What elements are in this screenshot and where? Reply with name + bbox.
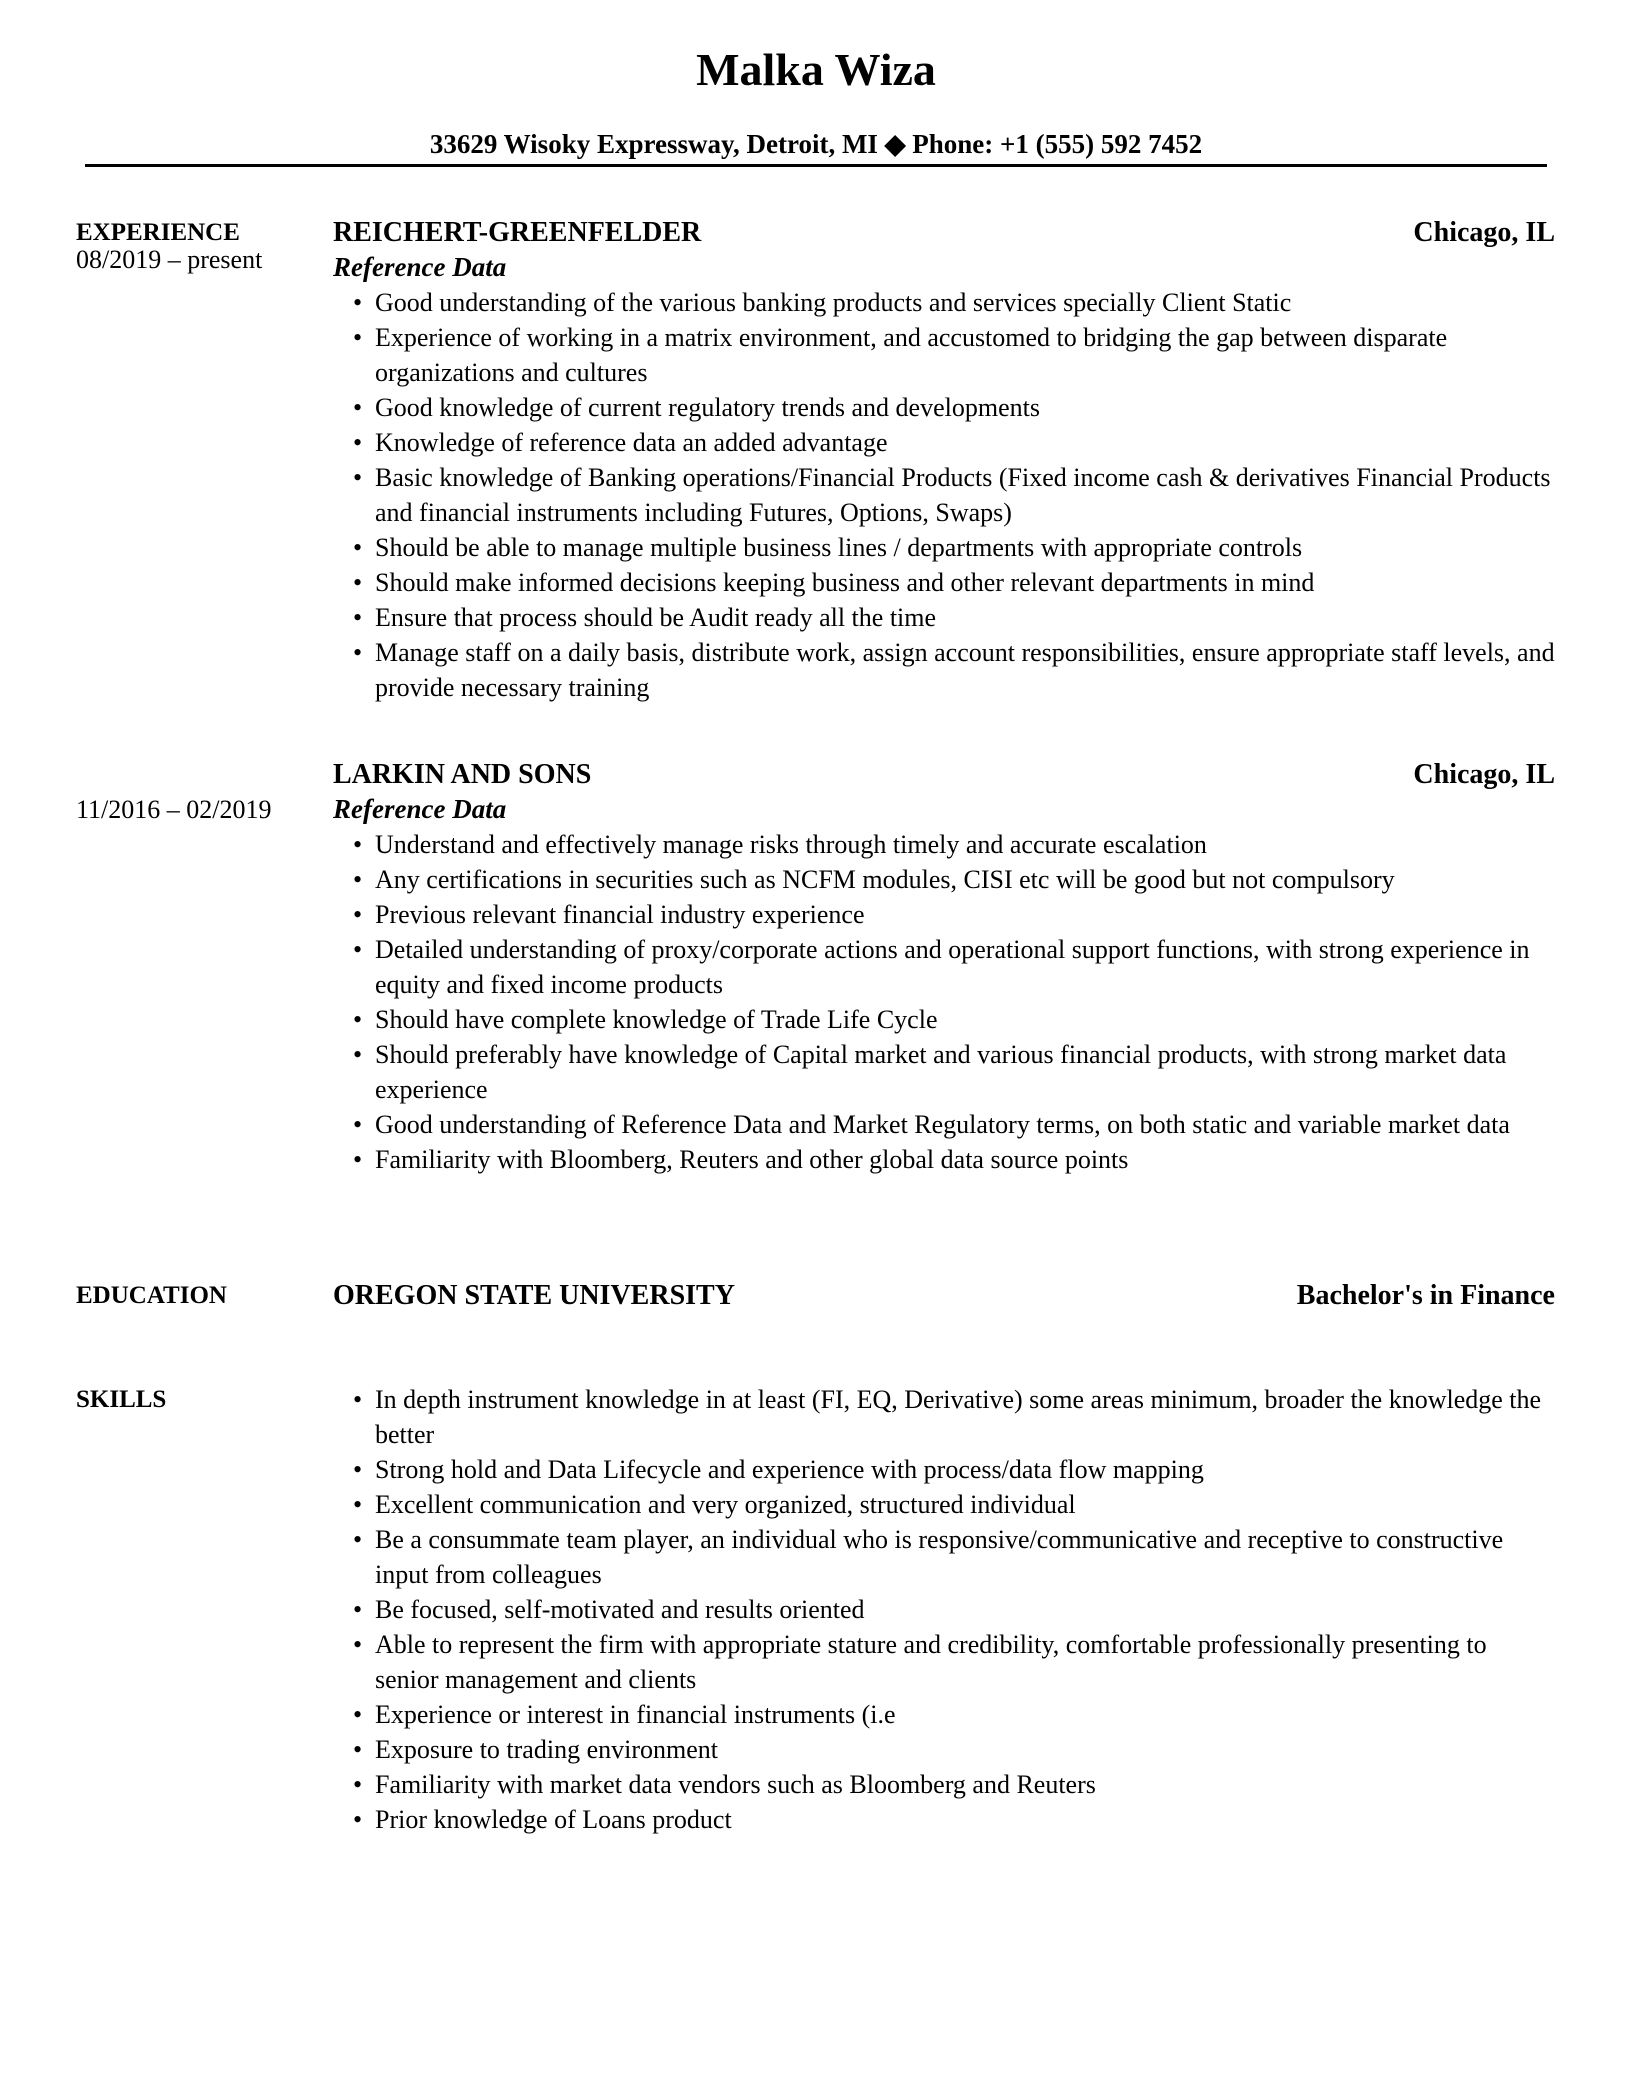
job-location: Chicago, IL [1413,759,1555,790]
bullet-item: • Should be able to manage multiple business lines / departments with appropriate controls [375,530,1555,565]
bullet-item: • Should preferably have knowledge of Capital market and various financial products, with strong market data experience [375,1037,1555,1107]
bullet-item: • In depth instrument knowledge in at least (FI, EQ, Derivative) some areas minimum, broader the knowledge the better [375,1382,1555,1452]
job-entry [333,215,1555,705]
header-divider [85,164,1547,167]
bullet-item: • Experience or interest in financial instruments (i.e [375,1697,1555,1732]
bullet-item: • Strong hold and Data Lifecycle and experience with process/data flow mapping [375,1452,1555,1487]
bullet-item: • Should have complete knowledge of Trade Life Cycle [375,1002,1555,1037]
job-header [333,215,1555,250]
bullet-item: • Experience of working in a matrix environment, and accustomed to bridging the gap between disparate organizations and cultures [375,320,1555,390]
skills-entry [333,1382,1555,1837]
job-entry [333,757,1555,1177]
job-location: Chicago, IL [1413,217,1555,248]
bullet-item: • Good understanding of the various banking products and services specially Client Static [375,285,1555,320]
job-header [333,757,1555,792]
job-title: Reference Data [333,794,507,824]
degree: Bachelor's in Finance [1296,1280,1555,1311]
bullet-item: • Ensure that process should be Audit ready all the time [375,600,1555,635]
bullet-item: • Excellent communication and very organized, structured individual [375,1487,1555,1522]
bullet-item: • Be a consummate team player, an individual who is responsive/communicative and receptive to constructive input from colleagues [375,1522,1555,1592]
bullet-item: • Familiarity with market data vendors such as Bloomberg and Reuters [375,1767,1555,1802]
section-label-experience: EXPERIENCE [76,219,240,246]
bullet-item: • Exposure to trading environment [375,1732,1555,1767]
bullet-item: • Detailed understanding of proxy/corporate actions and operational support functions, with strong experience in equity and fixed income products [375,932,1555,1002]
bullet-item: • Basic knowledge of Banking operations/Financial Products (Fixed income cash & derivatives Financial Products and financial instruments including Futures, Options, Swaps) [375,460,1555,530]
bullet-item: • Knowledge of reference data an added advantage [375,425,1555,460]
education-header [333,1278,1555,1313]
contact-line: 33629 Wisoky Expressway, Detroit, MI ◆ Phone: +1 (555) 592 7452 [429,129,1203,159]
education-entry [333,1278,1555,1313]
company-name: LARKIN AND SONS [333,759,592,790]
bullet-item: • Good knowledge of current regulatory trends and developments [375,390,1555,425]
job-title: Reference Data [333,252,507,282]
job-dates: 11/2016 – 02/2019 [76,795,272,824]
bullet-item: • Understand and effectively manage risks through timely and accurate escalation [375,827,1555,862]
candidate-name: Malka Wiza [696,44,936,95]
section-label-skills: SKILLS [76,1386,167,1413]
job-bullets [333,827,1555,1177]
bullet-item: • Previous relevant financial industry experience [375,897,1555,932]
bullet-item: • Should make informed decisions keeping business and other relevant departments in mind [375,565,1555,600]
company-name: REICHERT-GREENFELDER [333,217,702,248]
school-name: OREGON STATE UNIVERSITY [333,1280,735,1311]
bullet-item: • Able to represent the firm with appropriate stature and credibility, comfortable professionally presenting to senior management and clients [375,1627,1555,1697]
skills-bullets [333,1382,1555,1837]
section-label-education: EDUCATION [76,1282,227,1309]
job-dates: 08/2019 – present [76,245,263,274]
bullet-item: • Familiarity with Bloomberg, Reuters and other global data source points [375,1142,1555,1177]
bullet-item: • Good understanding of Reference Data and Market Regulatory terms, on both static and variable market data [375,1107,1555,1142]
bullet-item: • Manage staff on a daily basis, distribute work, assign account responsibilities, ensure appropriate staff levels, and provide necessary training [375,635,1555,705]
bullet-item: • Be focused, self-motivated and results oriented [375,1592,1555,1627]
bullet-item: • Prior knowledge of Loans product [375,1802,1555,1837]
job-bullets [333,285,1555,705]
bullet-item: • Any certifications in securities such as NCFM modules, CISI etc will be good but not compulsory [375,862,1555,897]
